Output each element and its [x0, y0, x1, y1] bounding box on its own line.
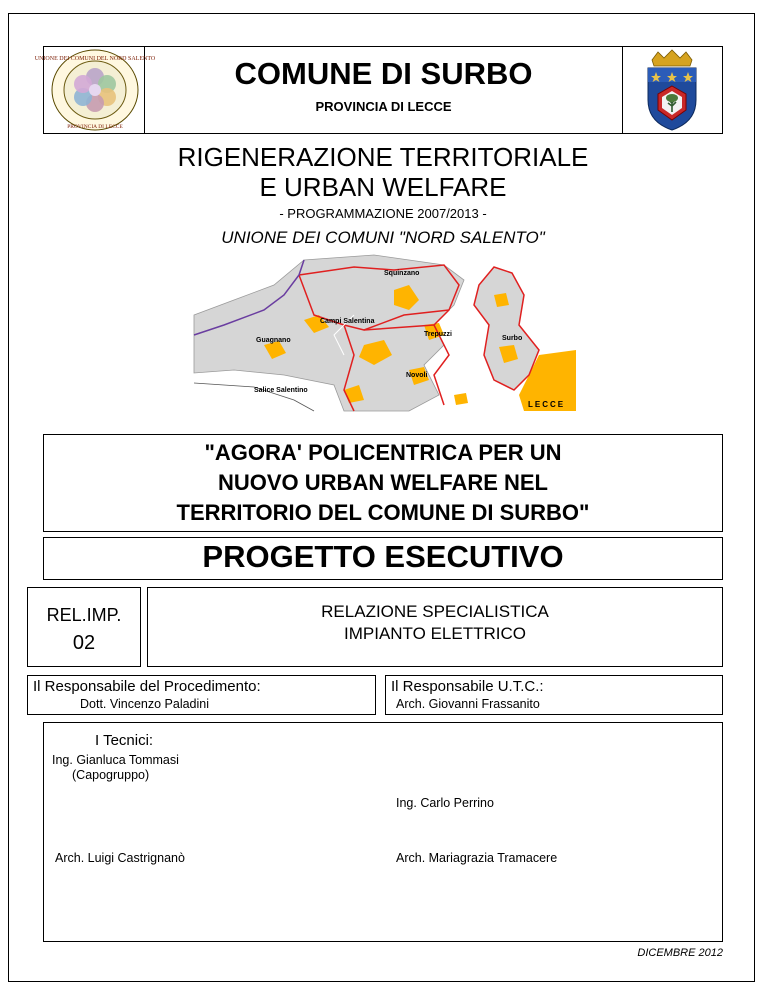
technicians-heading: I Tecnici: — [95, 732, 154, 749]
document-description-line2: IMPIANTO ELETTRICO — [344, 624, 526, 643]
project-title-line1: "AGORA' POLICENTRICA PER UN — [204, 440, 562, 465]
municipality-title: COMUNE DI SURBO — [234, 56, 533, 91]
map-label-guagnano: Guagnano — [256, 337, 291, 344]
document-code-number: 02 — [72, 632, 96, 654]
logo-lettering-bottom: PROVINCIA DI LECCE — [67, 124, 123, 130]
technician-2-name: Ing. Carlo Perrino — [396, 796, 494, 810]
territory-map — [194, 255, 576, 411]
logo-lettering-top: UNIONE DEI COMUNI DEL NORD SALENTO — [34, 56, 156, 62]
region-coat-of-arms-logo — [642, 48, 702, 132]
province-subtitle: PROVINCIA DI LECCE — [315, 99, 452, 114]
map-label-squinzano: Squinzano — [384, 270, 420, 277]
procedure-responsible-name: Dott. Vincenzo Paladini — [80, 697, 210, 711]
union-name: UNIONE DEI COMUNI "NORD SALENTO" — [221, 228, 545, 247]
map-label-trepuzzi: Trepuzzi — [424, 331, 453, 338]
document-description-line1: RELAZIONE SPECIALISTICA — [321, 602, 549, 621]
program-title-line2: E URBAN WELFARE — [259, 172, 507, 202]
project-title-line3: TERRITORIO DEL COMUNE DI SURBO" — [176, 500, 590, 525]
utc-responsible-name: Arch. Giovanni Frassanito — [396, 697, 540, 711]
program-title-line1: RIGENERAZIONE TERRITORIALE — [177, 142, 589, 172]
technician-3-name: Arch. Luigi Castrignanò — [55, 851, 185, 865]
utc-responsible-label: Il Responsabile U.T.C.: — [391, 678, 544, 695]
union-seal-logo — [34, 48, 156, 132]
technician-4-name: Arch. Mariagrazia Tramacere — [396, 851, 558, 865]
project-title-line2: NUOVO URBAN WELFARE NEL — [218, 470, 548, 495]
map-label-novoli: Novoli — [406, 372, 428, 379]
document-code-label: REL.IMP. — [46, 605, 122, 625]
document-code-box — [27, 587, 141, 667]
technician-1-name: Ing. Gianluca Tommasi — [52, 753, 179, 767]
map-label-surbo: Surbo — [502, 335, 523, 342]
document-date: DICEMBRE 2012 — [637, 947, 723, 959]
map-label-salice-salentino: Salice Salentino — [254, 387, 308, 394]
project-phase: PROGETTO ESECUTIVO — [202, 539, 564, 574]
map-label-lecce: LECCE — [528, 400, 566, 409]
program-period: - PROGRAMMAZIONE 2007/2013 - — [279, 206, 487, 221]
technician-1-role: (Capogruppo) — [72, 768, 150, 782]
procedure-responsible-label: Il Responsabile del Procedimento: — [33, 678, 261, 695]
map-label-campi-salentina: Campi Salentina — [320, 318, 375, 325]
